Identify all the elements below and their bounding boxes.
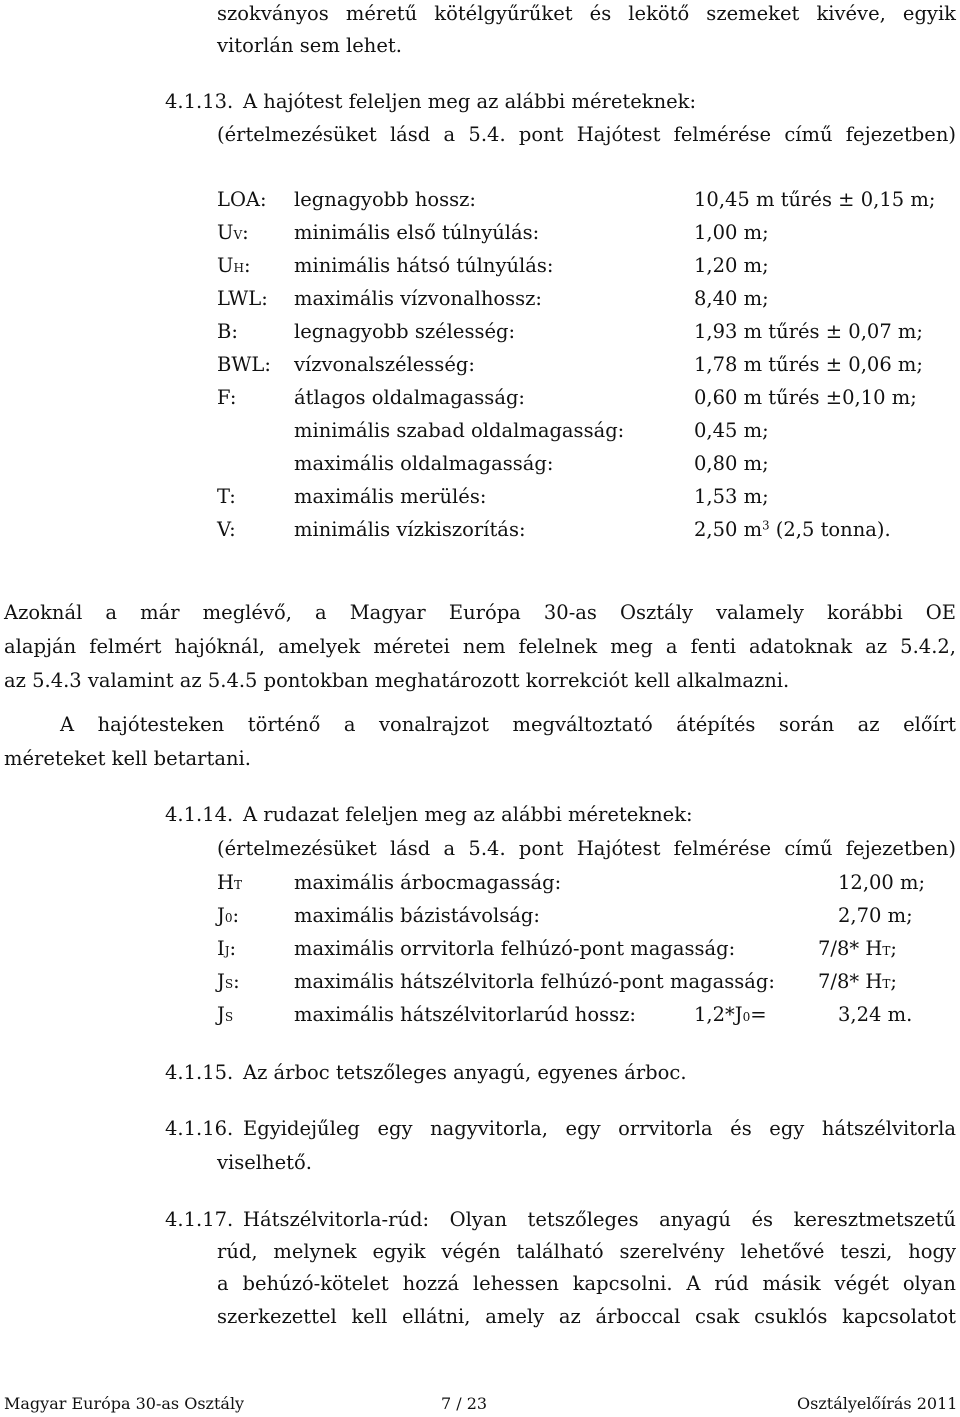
dimension-description: maximális hátszélvitorla felhúzó-pont magasság: xyxy=(294,970,775,993)
dimension-description: maximális árbocmagasság: xyxy=(294,871,562,894)
section-subtitle: (értelmezésüket lásd a 5.4. pont Hajótest felmérése című fejezetben) xyxy=(217,123,956,146)
dimension-value: 3,24 m. xyxy=(838,1003,913,1026)
dimension-description: maximális orrvitorla felhúzó-pont magasság: xyxy=(294,937,736,960)
dimension-description: minimális első túlnyúlás: xyxy=(294,221,540,244)
dimension-code: LWL: xyxy=(217,287,268,310)
section-number: 4.1.15. xyxy=(165,1061,234,1084)
section-number: 4.1.13. xyxy=(165,90,234,113)
dimension-value: 1,20 m; xyxy=(694,254,769,277)
dimension-description: maximális hátszélvitorlarúd hossz: xyxy=(294,1003,636,1026)
paragraph-line: A hajótesteken történő a vonalrajzot megváltoztató átépítés során az előírt xyxy=(60,713,956,736)
paragraph-line: az 5.4.3 valamint az 5.4.5 pontokban meghatározott korrekciót kell alkalmazni. xyxy=(4,669,790,692)
dimension-description: átlagos oldalmagasság: xyxy=(294,386,525,409)
dimension-value: 7/8* HT; xyxy=(818,970,897,993)
dimension-code: HT xyxy=(217,871,243,894)
dimension-value: 1,93 m tűrés ± 0,07 m; xyxy=(694,320,923,343)
dimension-code: IJ: xyxy=(217,937,237,960)
dimension-value: 0,60 m tűrés ±0,10 m; xyxy=(694,386,917,409)
section-text: a behúzó-kötelet hozzá lehessen kapcsolni. A rúd másik végét olyan xyxy=(217,1272,956,1295)
dimension-description: minimális vízkiszorítás: xyxy=(294,518,526,541)
dimension-description: maximális merülés: xyxy=(294,485,487,508)
footer-right: Osztályelőírás 2011 xyxy=(797,1394,958,1413)
dimension-value: 7/8* HT; xyxy=(818,937,897,960)
dimension-code: B: xyxy=(217,320,238,343)
dimension-description: legnagyobb szélesség: xyxy=(294,320,516,343)
dimension-value: 0,80 m; xyxy=(694,452,769,475)
dimension-value: 2,70 m; xyxy=(838,904,913,927)
section-text: Hátszélvitorla-rúd: Olyan tetszőleges anyagú és keresztmetszetű xyxy=(243,1208,956,1231)
section-title: A hajótest feleljen meg az alábbi méreteknek: xyxy=(243,90,697,113)
dimension-value: 1,78 m tűrés ± 0,06 m; xyxy=(694,353,923,376)
dimension-value: 12,00 m; xyxy=(838,871,926,894)
dimension-code: UV: xyxy=(217,221,249,244)
dimension-code: BWL: xyxy=(217,353,271,376)
dimension-code: LOA: xyxy=(217,188,267,211)
dimension-value: 10,45 m tűrés ± 0,15 m; xyxy=(694,188,936,211)
section-number: 4.1.16. xyxy=(165,1117,234,1140)
section-subtitle: (értelmezésüket lásd a 5.4. pont Hajótest felmérése című fejezetben) xyxy=(217,837,956,860)
paragraph-line: méreteket kell betartani. xyxy=(4,747,251,770)
dimension-code: F: xyxy=(217,386,237,409)
dimension-value: 1,00 m; xyxy=(694,221,769,244)
section-text: viselhető. xyxy=(217,1151,312,1174)
dimension-description: maximális bázistávolság: xyxy=(294,904,540,927)
dimension-value: 2,50 $m^3$ (2,5 tonna). xyxy=(694,518,891,541)
paragraph-line: Azoknál a már meglévő, a Magyar Európa 30-as Osztály valamely korábbi OE xyxy=(4,601,956,624)
section-text: szerkezettel kell ellátni, amely az árboccal csak csuklós kapcsolatot xyxy=(217,1305,956,1328)
dimension-code: T: xyxy=(217,485,236,508)
dimension-description: legnagyobb hossz: xyxy=(294,188,477,211)
section-text: Az árboc tetszőleges anyagú, egyenes árboc. xyxy=(243,1061,687,1084)
dimension-description: minimális szabad oldalmagasság: xyxy=(294,419,625,442)
text-line: vitorlán sem lehet. xyxy=(217,34,402,57)
dimension-formula: 1,2*J0= xyxy=(694,1003,767,1026)
section-number: 4.1.14. xyxy=(165,803,234,826)
text-line: szokványos méretű kötélgyűrűket és lekötő szemeket kivéve, egyik xyxy=(217,2,956,25)
dimension-code: V: xyxy=(217,518,236,541)
dimension-value: 8,40 m; xyxy=(694,287,769,310)
page-number: 7 / 23 xyxy=(441,1394,488,1413)
dimension-value: 1,53 m; xyxy=(694,485,769,508)
dimension-code: JS xyxy=(217,1003,234,1026)
dimension-code: JS: xyxy=(217,970,240,993)
dimension-value: 0,45 m; xyxy=(694,419,769,442)
dimension-description: minimális hátsó túlnyúlás: xyxy=(294,254,554,277)
section-title: A rudazat feleljen meg az alábbi méreteknek: xyxy=(243,803,693,826)
dimension-description: maximális vízvonalhossz: xyxy=(294,287,543,310)
dimension-code: J0: xyxy=(217,904,240,927)
dimension-description: vízvonalszélesség: xyxy=(294,353,475,376)
footer-left: Magyar Európa 30-as Osztály xyxy=(4,1394,245,1413)
section-text: rúd, melynek egyik végén található szerelvény lehetővé teszi, hogy xyxy=(217,1240,956,1263)
section-text: Egyidejűleg egy nagyvitorla, egy orrvitorla és egy hátszélvitorla xyxy=(243,1117,956,1140)
section-number: 4.1.17. xyxy=(165,1208,234,1231)
dimension-description: maximális oldalmagasság: xyxy=(294,452,554,475)
dimension-code: UH: xyxy=(217,254,251,277)
paragraph-line: alapján felmért hajóknál, amelyek méretei nem felelnek meg a fenti adatoknak az 5.4.2, xyxy=(4,635,956,658)
